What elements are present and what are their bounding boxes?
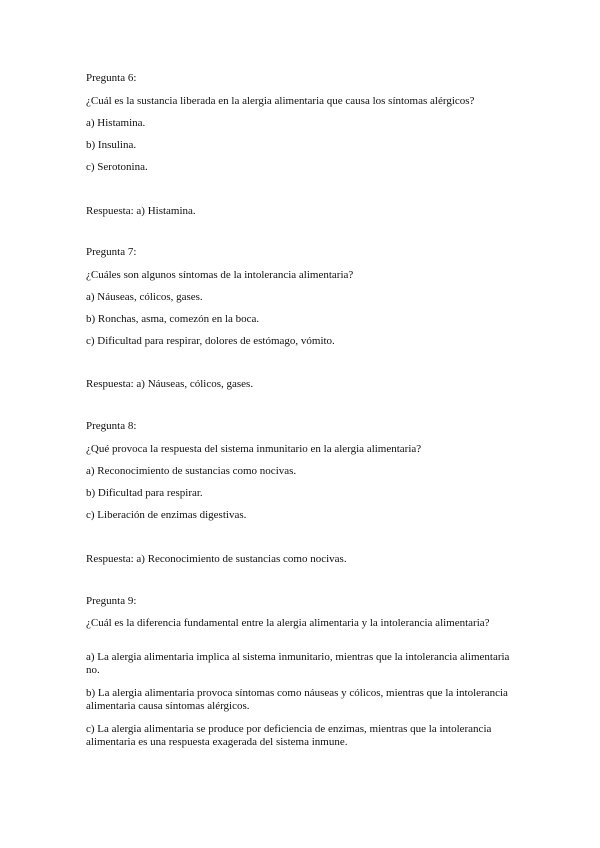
question-6-answer: Respuesta: a) Histamina. xyxy=(86,205,196,217)
question-6-option-a: a) Histamina. xyxy=(86,117,146,129)
question-7-answer: Respuesta: a) Náuseas, cólicos, gases. xyxy=(86,378,254,390)
question-8-label: Pregunta 8: xyxy=(86,420,137,432)
question-7-option-a: a) Náuseas, cólicos, gases. xyxy=(86,291,203,303)
question-8-text: ¿Qué provoca la respuesta del sistema inmunitario en la alergia alimentaria? xyxy=(86,443,422,455)
question-9-text: ¿Cuál es la diferencia fundamental entre la alergia alimentaria y la intolerancia alimentaria? xyxy=(86,617,490,629)
question-8-option-a: a) Reconocimiento de sustancias como nocivas. xyxy=(86,465,297,477)
question-6-option-b: b) Insulina. xyxy=(86,139,137,151)
question-7-option-b: b) Ronchas, asma, comezón en la boca. xyxy=(86,313,260,325)
question-6-label: Pregunta 6: xyxy=(86,72,137,84)
question-7-text: ¿Cuáles son algunos síntomas de la intolerancia alimentaria? xyxy=(86,269,354,281)
question-9-option-c: c) La alergia alimentaria se produce por deficiencia de enzimas, mientras que la intolerancia alimentaria es una respuesta exagerada del sistema inmune. xyxy=(86,723,492,748)
question-6-option-c: c) Serotonina. xyxy=(86,161,148,173)
question-8-option-c: c) Liberación de enzimas digestivas. xyxy=(86,509,247,521)
question-9-label: Pregunta 9: xyxy=(86,595,137,607)
question-9-option-a: a) La alergia alimentaria implica al sistema inmunitario, mientras que la intolerancia alimentaria no. xyxy=(86,651,510,676)
question-7-label: Pregunta 7: xyxy=(86,246,137,258)
question-9-option-b: b) La alergia alimentaria provoca síntomas como náuseas y cólicos, mientras que la intolerancia alimentaria causa síntomas alérgicos. xyxy=(86,687,508,712)
question-7-option-c: c) Dificultad para respirar, dolores de estómago, vómito. xyxy=(86,335,335,347)
question-8-answer: Respuesta: a) Reconocimiento de sustancias como nocivas. xyxy=(86,553,347,565)
question-8-option-b: b) Dificultad para respirar. xyxy=(86,487,203,499)
question-6-text: ¿Cuál es la sustancia liberada en la alergia alimentaria que causa los síntomas alérgicos? xyxy=(86,95,475,107)
